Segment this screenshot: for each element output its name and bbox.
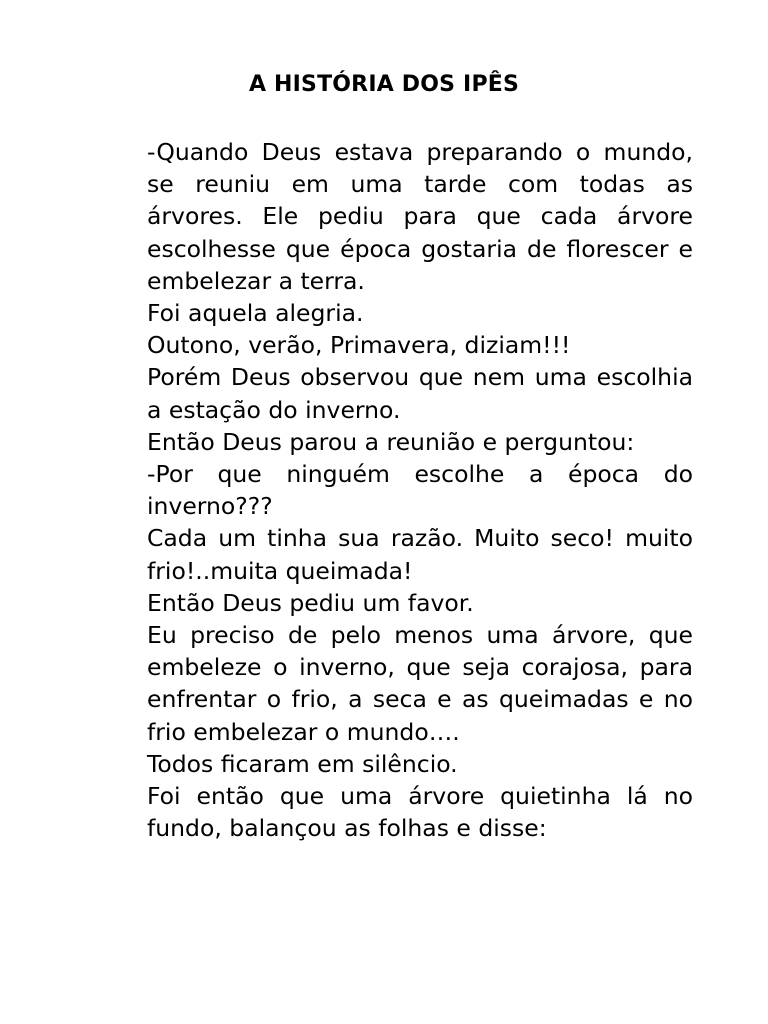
paragraph-intro: -Quando Deus estava preparando o mundo, se reuniu em uma tarde com todas as árvores. Ele pediu para que cada árvore escolhesse que época gostaria de florescer e embelezar a terra. (147, 138, 693, 295)
paragraph-favor: Então Deus pediu um favor. (147, 588, 474, 617)
story-body (147, 136, 693, 844)
paragraph-silence: Todos ficaram em silêncio. (147, 749, 458, 778)
paragraph-winter-observed: Porém Deus observou que nem uma escolhia a estação do inverno. (147, 363, 693, 424)
paragraph-question: -Por que ninguém escolhe a época do inverno??? (147, 460, 693, 521)
page-title: A HISTÓRIA DOS IPÊS (248, 72, 520, 97)
paragraph-seasons: Outono, verão, Primavera, diziam!!! (147, 331, 571, 360)
paragraph-request: Eu preciso de pelo menos uma árvore, que embeleze o inverno, que seja corajosa, para enfrentar o frio, a seca e as queimadas e no frio embelezar o mundo…. (147, 621, 693, 746)
paragraph-answer: Foi então que uma árvore quietinha lá no fundo, balançou as folhas e disse: (147, 782, 693, 843)
paragraph-meeting-stopped: Então Deus parou a reunião e perguntou: (147, 427, 635, 456)
paragraph-reasons: Cada um tinha sua razão. Muito seco! muito frio!..muita queimada! (147, 524, 693, 585)
paragraph-joy: Foi aquela alegria. (147, 299, 364, 328)
